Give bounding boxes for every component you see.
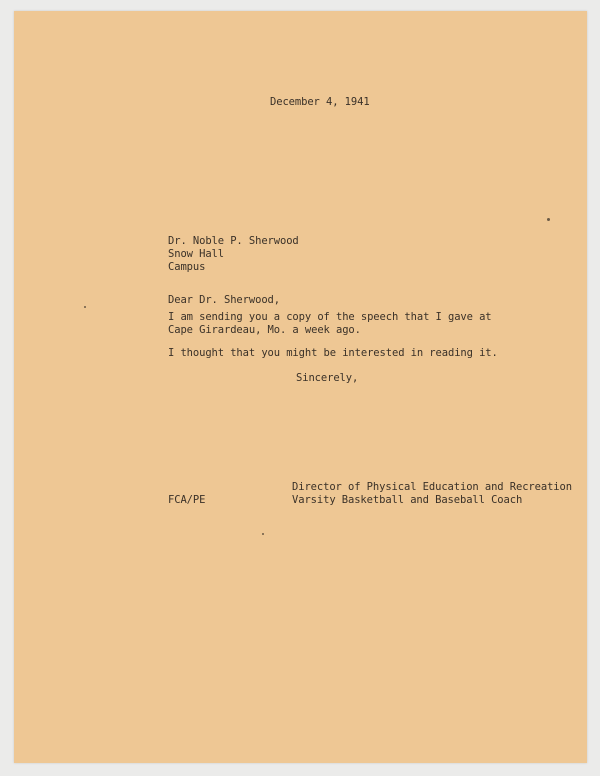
signature-title-line: Varsity Basketball and Baseball Coach bbox=[292, 494, 523, 506]
recipient-address bbox=[168, 235, 299, 274]
body-line: Cape Girardeau, Mo. a week ago. bbox=[168, 324, 361, 336]
paper-speck bbox=[262, 533, 264, 535]
signature-title-line: Director of Physical Education and Recreation bbox=[292, 481, 572, 493]
signature-block bbox=[292, 481, 572, 507]
letter-date: December 4, 1941 bbox=[270, 96, 370, 108]
recipient-building: Snow Hall bbox=[168, 248, 224, 260]
typist-initials: FCA/PE bbox=[168, 494, 206, 506]
body-line: I am sending you a copy of the speech that I gave at bbox=[168, 311, 492, 323]
salutation: Dear Dr. Sherwood, bbox=[168, 294, 280, 306]
body-paragraph-2: I thought that you might be interested in reading it. bbox=[168, 347, 498, 359]
body-paragraph-1 bbox=[168, 311, 492, 337]
paper-speck bbox=[84, 306, 86, 308]
recipient-location: Campus bbox=[168, 261, 206, 273]
closing: Sincerely, bbox=[296, 372, 359, 384]
recipient-name: Dr. Noble P. Sherwood bbox=[168, 235, 299, 247]
letter-page bbox=[14, 11, 587, 763]
paper-speck bbox=[547, 218, 550, 221]
